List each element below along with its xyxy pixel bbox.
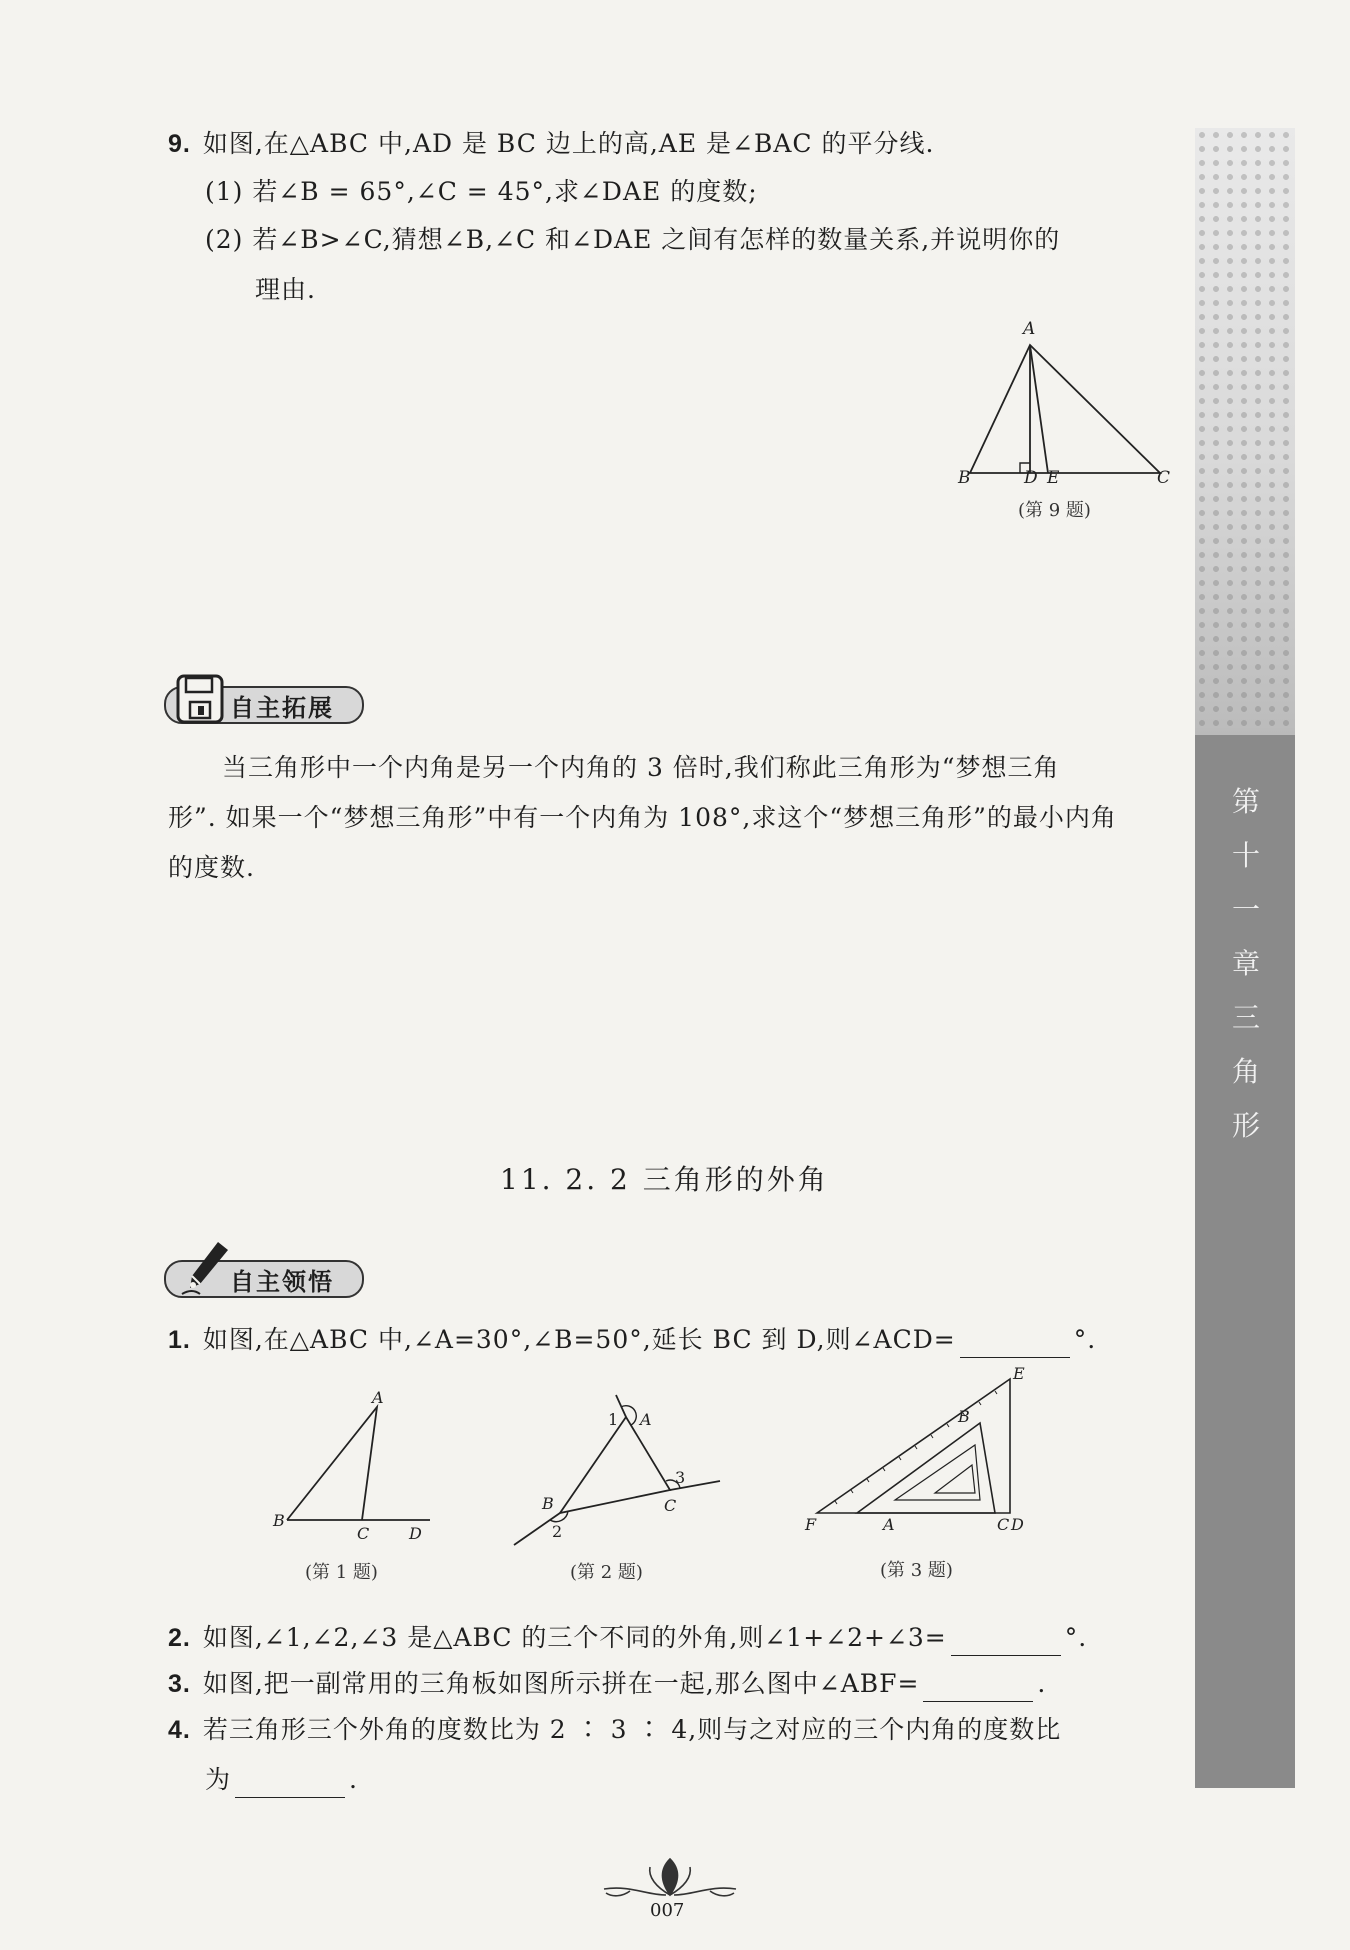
sidebar-dot-pattern xyxy=(1195,128,1295,728)
label-2: 2 xyxy=(552,1522,563,1541)
label-d: D xyxy=(409,1524,422,1543)
question-number: 2. xyxy=(168,1624,191,1652)
label-1: 1 xyxy=(608,1410,619,1429)
label-c: C xyxy=(357,1524,370,1543)
figure-2-caption: (第 2 题) xyxy=(570,1562,643,1583)
question-tail: °. xyxy=(1064,1623,1088,1652)
floral-ornament-icon xyxy=(590,1855,750,1901)
label-d: D xyxy=(1024,468,1038,488)
inner-triangle-small xyxy=(935,1465,975,1493)
question-text: 如图,在△ABC 中,AD 是 BC 边上的高,AE 是∠BAC 的平分线. xyxy=(202,129,935,158)
label-b: B xyxy=(542,1494,554,1513)
label-c: C xyxy=(664,1496,677,1515)
question-9-part-2-cont: 理由. xyxy=(255,275,316,304)
triangle-sides xyxy=(287,1407,377,1520)
question-number: 4. xyxy=(168,1716,191,1744)
question-4-cont xyxy=(205,1762,358,1798)
label-3: 3 xyxy=(675,1468,686,1487)
chapter-char: 形 xyxy=(1231,1109,1260,1142)
label-b: B xyxy=(273,1511,285,1530)
label-a: A xyxy=(372,1388,384,1407)
figure-1-caption: (第 1 题) xyxy=(305,1562,378,1583)
badge-label: 自主拓展 xyxy=(230,695,334,722)
answer-blank[interactable] xyxy=(951,1629,1061,1656)
label-a: A xyxy=(1023,319,1036,339)
self-study-badge xyxy=(164,1254,374,1298)
question-tail: . xyxy=(349,1765,358,1794)
extension-line-1: 当三角形中一个内角是另一个内角的 3 倍时,我们称此三角形为“梦想三角 xyxy=(222,753,1060,782)
label-e: E xyxy=(1013,1365,1025,1383)
chapter-char: 章 xyxy=(1231,947,1260,980)
question-2 xyxy=(168,1620,1087,1656)
answer-blank[interactable] xyxy=(235,1771,345,1798)
label-c: C xyxy=(997,1515,1010,1534)
badge-label: 自主领悟 xyxy=(230,1269,334,1296)
label-a: A xyxy=(883,1515,895,1534)
chapter-char: 三 xyxy=(1231,1001,1260,1034)
triangle-abc xyxy=(970,345,1160,473)
figure-3-set-squares xyxy=(795,1365,1045,1545)
question-number: 3. xyxy=(168,1670,191,1698)
page-number: 007 xyxy=(650,1900,685,1921)
question-text: 若三角形三个外角的度数比为 2 ∶ 3 ∶ 4,则与之对应的三个内角的度数比 xyxy=(202,1715,1062,1744)
question-number: 9. xyxy=(168,130,191,158)
figure-2-triangle xyxy=(500,1385,730,1555)
label-a: A xyxy=(640,1410,652,1429)
label-f: F xyxy=(805,1515,817,1534)
extension-badge xyxy=(164,680,374,724)
question-tail: . xyxy=(1037,1669,1047,1698)
large-set-square xyxy=(817,1379,1010,1513)
label-b: B xyxy=(958,1407,970,1426)
question-9-part-1: (1) 若∠B = 65°,∠C = 45°,求∠DAE 的度数; xyxy=(205,177,758,206)
triangle-abc xyxy=(560,1417,670,1513)
label-c: C xyxy=(1157,468,1171,488)
pen-icon xyxy=(178,1238,232,1300)
label-e: E xyxy=(1047,468,1060,488)
answer-blank[interactable] xyxy=(960,1331,1070,1358)
question-9-part-2: (2) 若∠B>∠C,猜想∠B,∠C 和∠DAE 之间有怎样的数量关系,并说明你的 xyxy=(205,225,1061,254)
question-number: 1. xyxy=(168,1326,191,1354)
extension-line-3: 的度数. xyxy=(168,853,255,882)
chapter-char: 一 xyxy=(1231,893,1260,926)
ruler-ticks xyxy=(835,1391,997,1504)
question-1 xyxy=(168,1322,1096,1358)
floppy-disk-icon xyxy=(176,674,226,726)
question-9-stem xyxy=(168,126,934,162)
chapter-char: 第 xyxy=(1231,785,1260,818)
question-tail: °. xyxy=(1073,1325,1097,1354)
chapter-label xyxy=(1216,775,1276,1153)
question-text: 如图,在△ABC 中,∠A=30°,∠B=50°,延长 BC 到 D,则∠ACD= xyxy=(202,1325,956,1354)
chapter-char: 角 xyxy=(1231,1055,1260,1088)
figure-9-caption: (第 9 题) xyxy=(1018,500,1091,521)
label-d: D xyxy=(1011,1515,1024,1534)
figure-1-triangle xyxy=(265,1385,445,1545)
figure-3-caption: (第 3 题) xyxy=(880,1560,953,1581)
question-text: 如图,把一副常用的三角板如图所示拼在一起,那么图中∠ABF= xyxy=(202,1669,920,1698)
bisector-ae xyxy=(1030,345,1048,473)
chapter-char: 十 xyxy=(1231,839,1260,872)
label-b: B xyxy=(958,468,971,488)
extension-line-2: 形”. 如果一个“梦想三角形”中有一个内角为 108°,求这个“梦想三角形”的最小内角 xyxy=(168,803,1117,832)
question-text: 为 xyxy=(205,1765,232,1794)
question-4 xyxy=(168,1712,1061,1748)
question-text: 如图,∠1,∠2,∠3 是△ABC 的三个不同的外角,则∠1+∠2+∠3= xyxy=(202,1623,947,1652)
answer-blank[interactable] xyxy=(923,1675,1033,1702)
section-title: 11. 2. 2 三角形的外角 xyxy=(500,1163,829,1196)
question-3 xyxy=(168,1666,1046,1702)
